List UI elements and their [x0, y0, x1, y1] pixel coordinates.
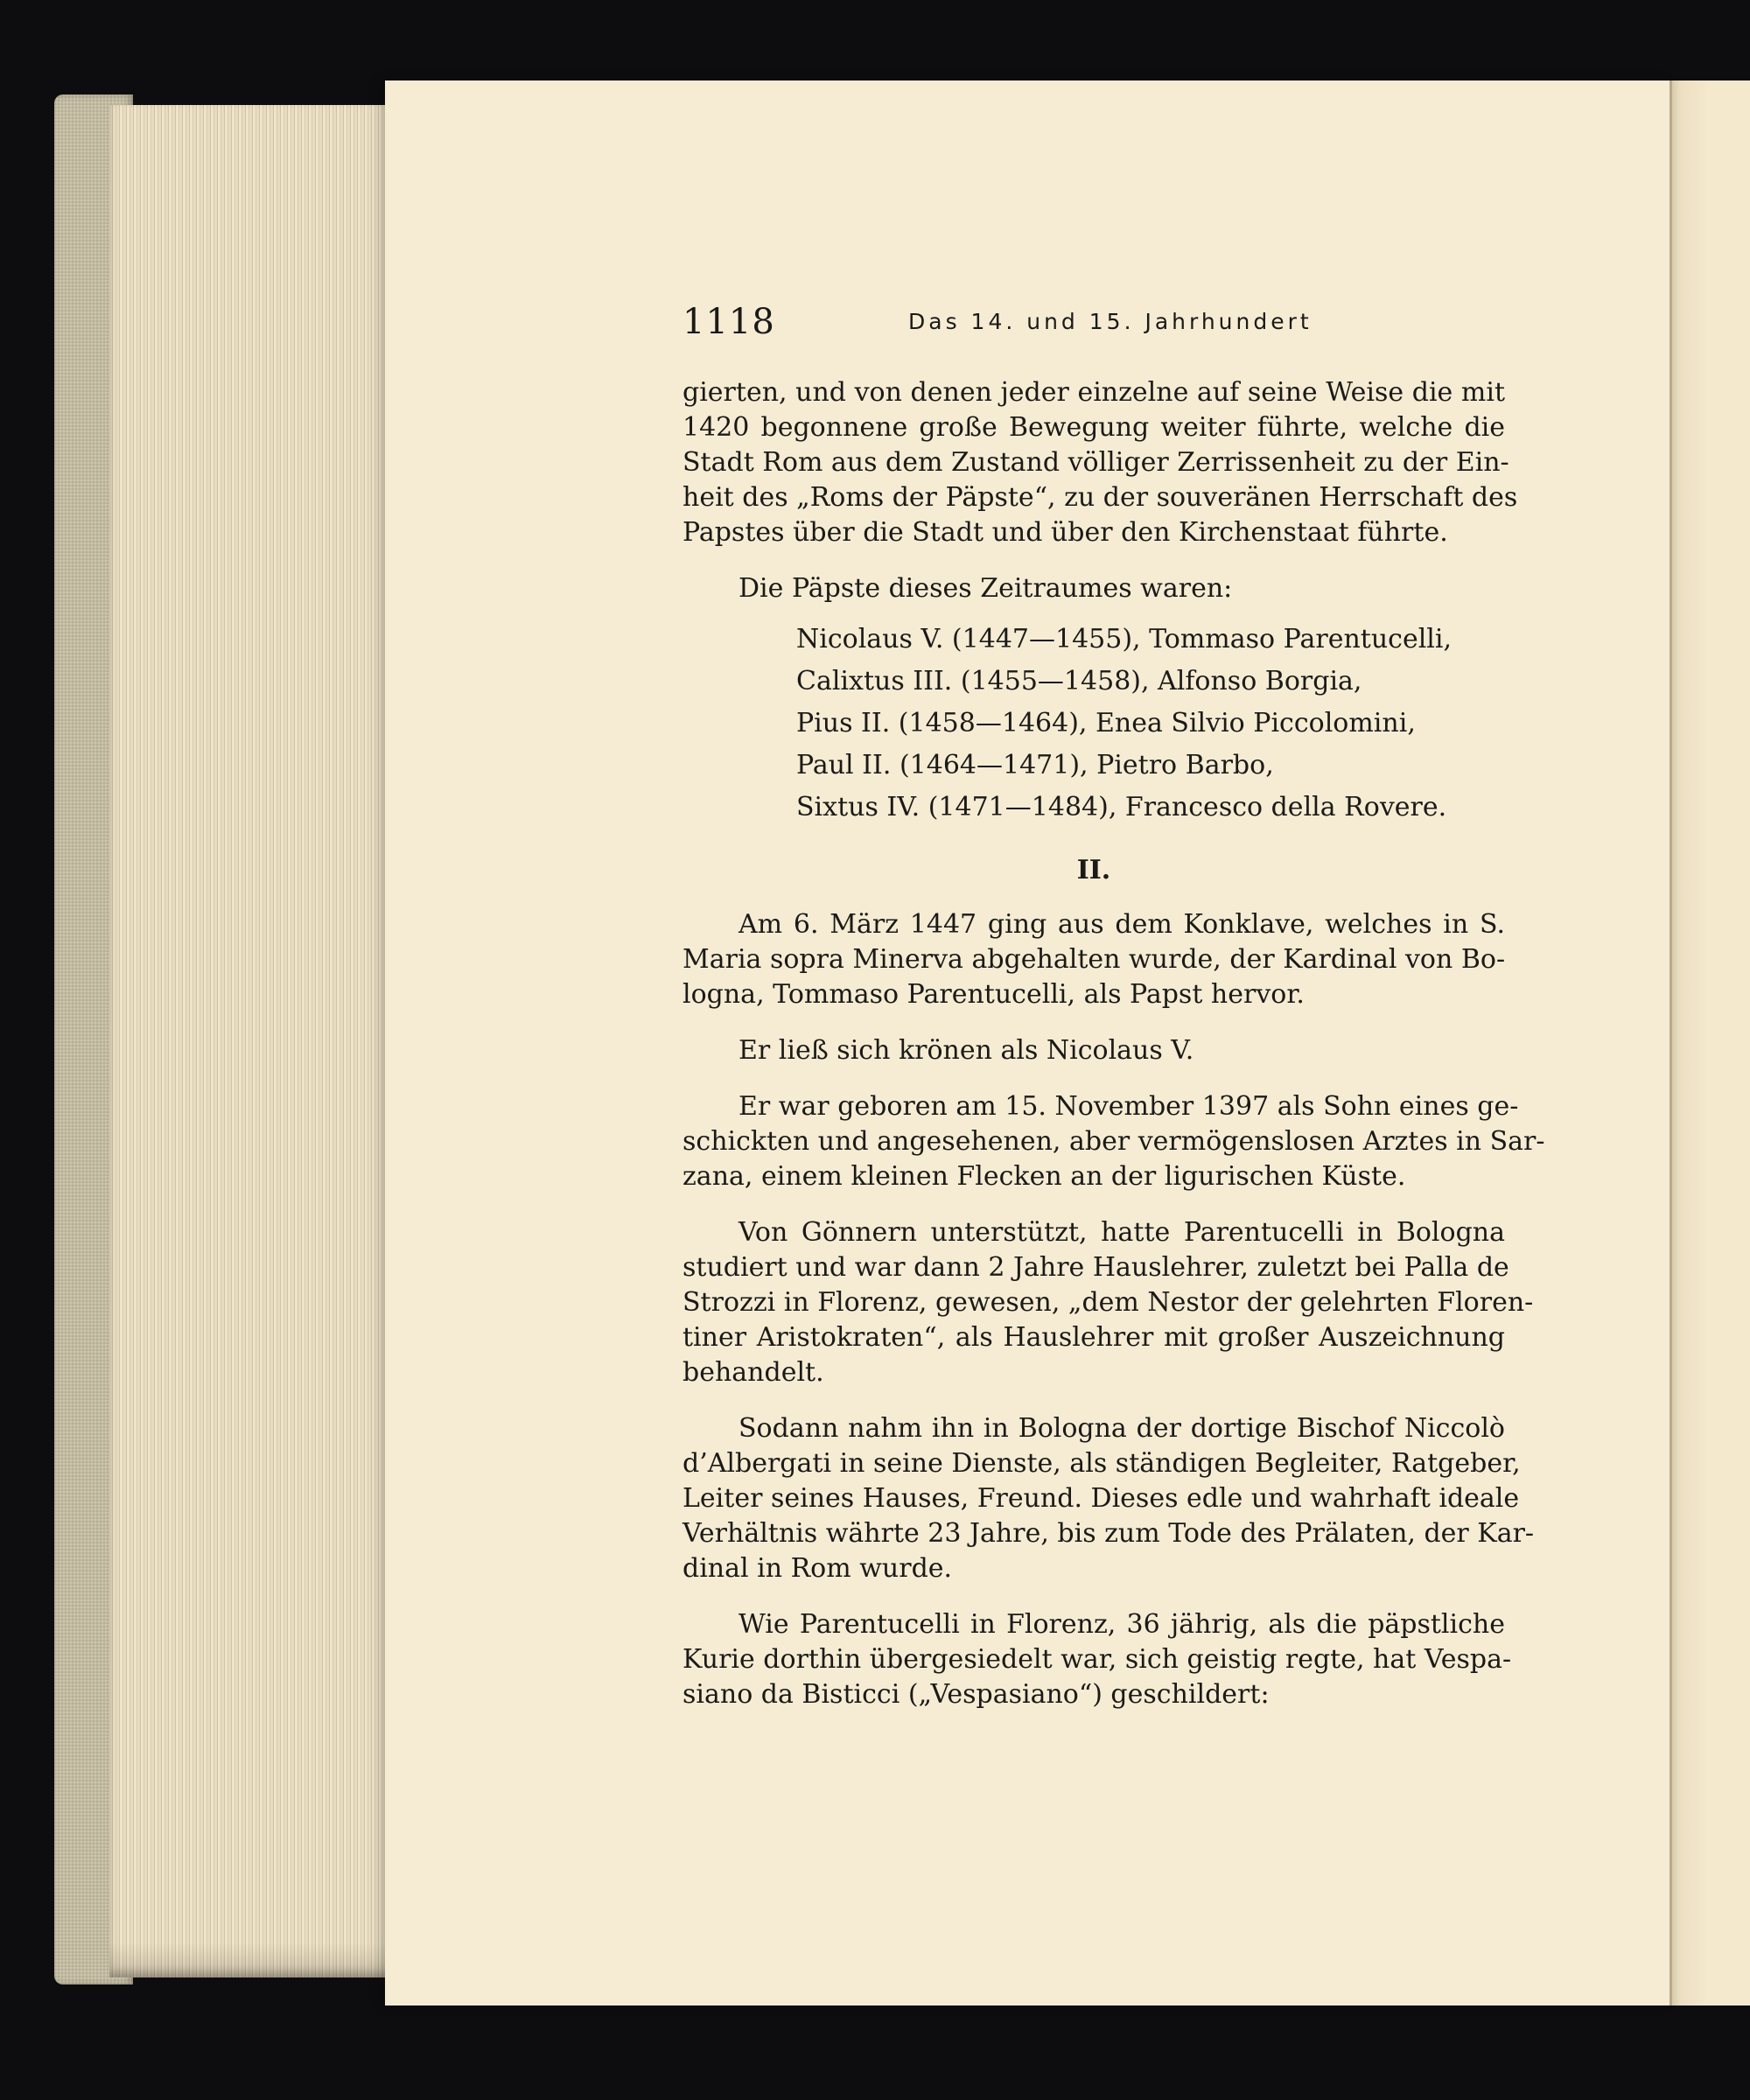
paragraph [682, 1411, 1535, 1586]
text-line: Er war geboren am 15. November 1397 als Sohn eines ge- [738, 1091, 1519, 1122]
text-line: dinal in Rom wurde. [682, 1553, 953, 1584]
text-line: Am 6. März 1447 ging aus dem Konklave, welches in S. [738, 909, 1505, 940]
text-line: gierten, und von denen jeder einzelne auf seine Weise die mit [682, 377, 1505, 408]
page-text [682, 302, 1545, 1733]
text-line: d’Albergati in seine Dienste, als ständigen Begleiter, Ratgeber, [682, 1448, 1521, 1479]
paragraph-popes-intro [682, 571, 1505, 606]
text-line: logna, Tommaso Parentucelli, als Papst hervor. [682, 979, 1305, 1010]
text-line: studiert und war dann 2 Jahre Hauslehrer, zuletzt bei Palla de [682, 1252, 1509, 1283]
text-line: siano da Bisticci („Vespasiano“) geschildert: [682, 1679, 1270, 1710]
text-line: Maria sopra Minerva abgehalten wurde, der Kardinal von Bo- [682, 944, 1506, 975]
page-header [682, 302, 1505, 346]
paragraph [682, 907, 1505, 1012]
text-line: Papstes über die Stadt und über den Kirchenstaat führte. [682, 517, 1448, 548]
paragraph [682, 1033, 1505, 1068]
pope-list-item: Nicolaus V. (1447—1455), Tommaso Parentucelli, [796, 624, 1452, 654]
paragraph-continuation [682, 375, 1518, 550]
text-line: behandelt. [682, 1357, 824, 1388]
text-line: Die Päpste dieses Zeitraumes waren: [738, 573, 1233, 604]
paragraph [682, 1089, 1545, 1194]
pope-list [682, 619, 1505, 829]
text-line: Verhältnis währte 23 Jahre, bis zum Tode des Prälaten, der Kar- [682, 1518, 1535, 1549]
text-line: Kurie dorthin übergesiedelt war, sich geistig regte, hat Vespa- [682, 1644, 1512, 1675]
paragraph [682, 1607, 1512, 1712]
text-line: Er ließ sich krönen als Nicolaus V. [738, 1035, 1194, 1066]
pope-list-item: Calixtus III. (1455—1458), Alfonso Borgia, [796, 666, 1362, 696]
paragraph [682, 1215, 1534, 1390]
text-line: Sodann nahm ihn in Bologna der dortige Bischof Niccolò [738, 1413, 1505, 1444]
text-line: Stadt Rom aus dem Zustand völliger Zerrissenheit zu der Ein- [682, 447, 1509, 478]
text-line: Leiter seines Hauses, Freund. Dieses edle und wahrhaft ideale [682, 1483, 1520, 1514]
text-line: schickten und angesehenen, aber vermögenslosen Arztes in Sar- [682, 1126, 1545, 1157]
text-line: zana, einem kleinen Flecken an der ligurischen Küste. [682, 1161, 1406, 1192]
text-line: Wie Parentucelli in Florenz, 36 jährig, als die päpstliche [738, 1609, 1505, 1640]
text-line: tiner Aristokraten“, als Hauslehrer mit großer Auszeichnung [682, 1322, 1505, 1353]
section-heading: II. [1076, 855, 1111, 886]
page-edges [109, 105, 389, 1978]
page-number: 1118 [682, 302, 775, 342]
text-line: Strozzi in Florenz, gewesen, „dem Nestor der gelehrten Floren- [682, 1287, 1534, 1318]
text-line: Von Gönnern unterstützt, hatte Parentucelli in Bologna [738, 1217, 1505, 1248]
adjacent-page-edge [1670, 80, 1750, 2006]
running-head: Das 14. und 15. Jahrhundert [908, 309, 1312, 334]
text-line: 1420 begonnene große Bewegung weiter führte, welche die [682, 412, 1505, 443]
pope-list-item: Pius II. (1458—1464), Enea Silvio Piccolomini, [796, 708, 1416, 738]
pope-list-item: Paul II. (1464—1471), Pietro Barbo, [796, 750, 1274, 780]
pope-list-item: Sixtus IV. (1471—1484), Francesco della Rovere. [796, 792, 1447, 822]
text-line: heit des „Roms der Päpste“, zu der souveränen Herrschaft des [682, 482, 1518, 513]
